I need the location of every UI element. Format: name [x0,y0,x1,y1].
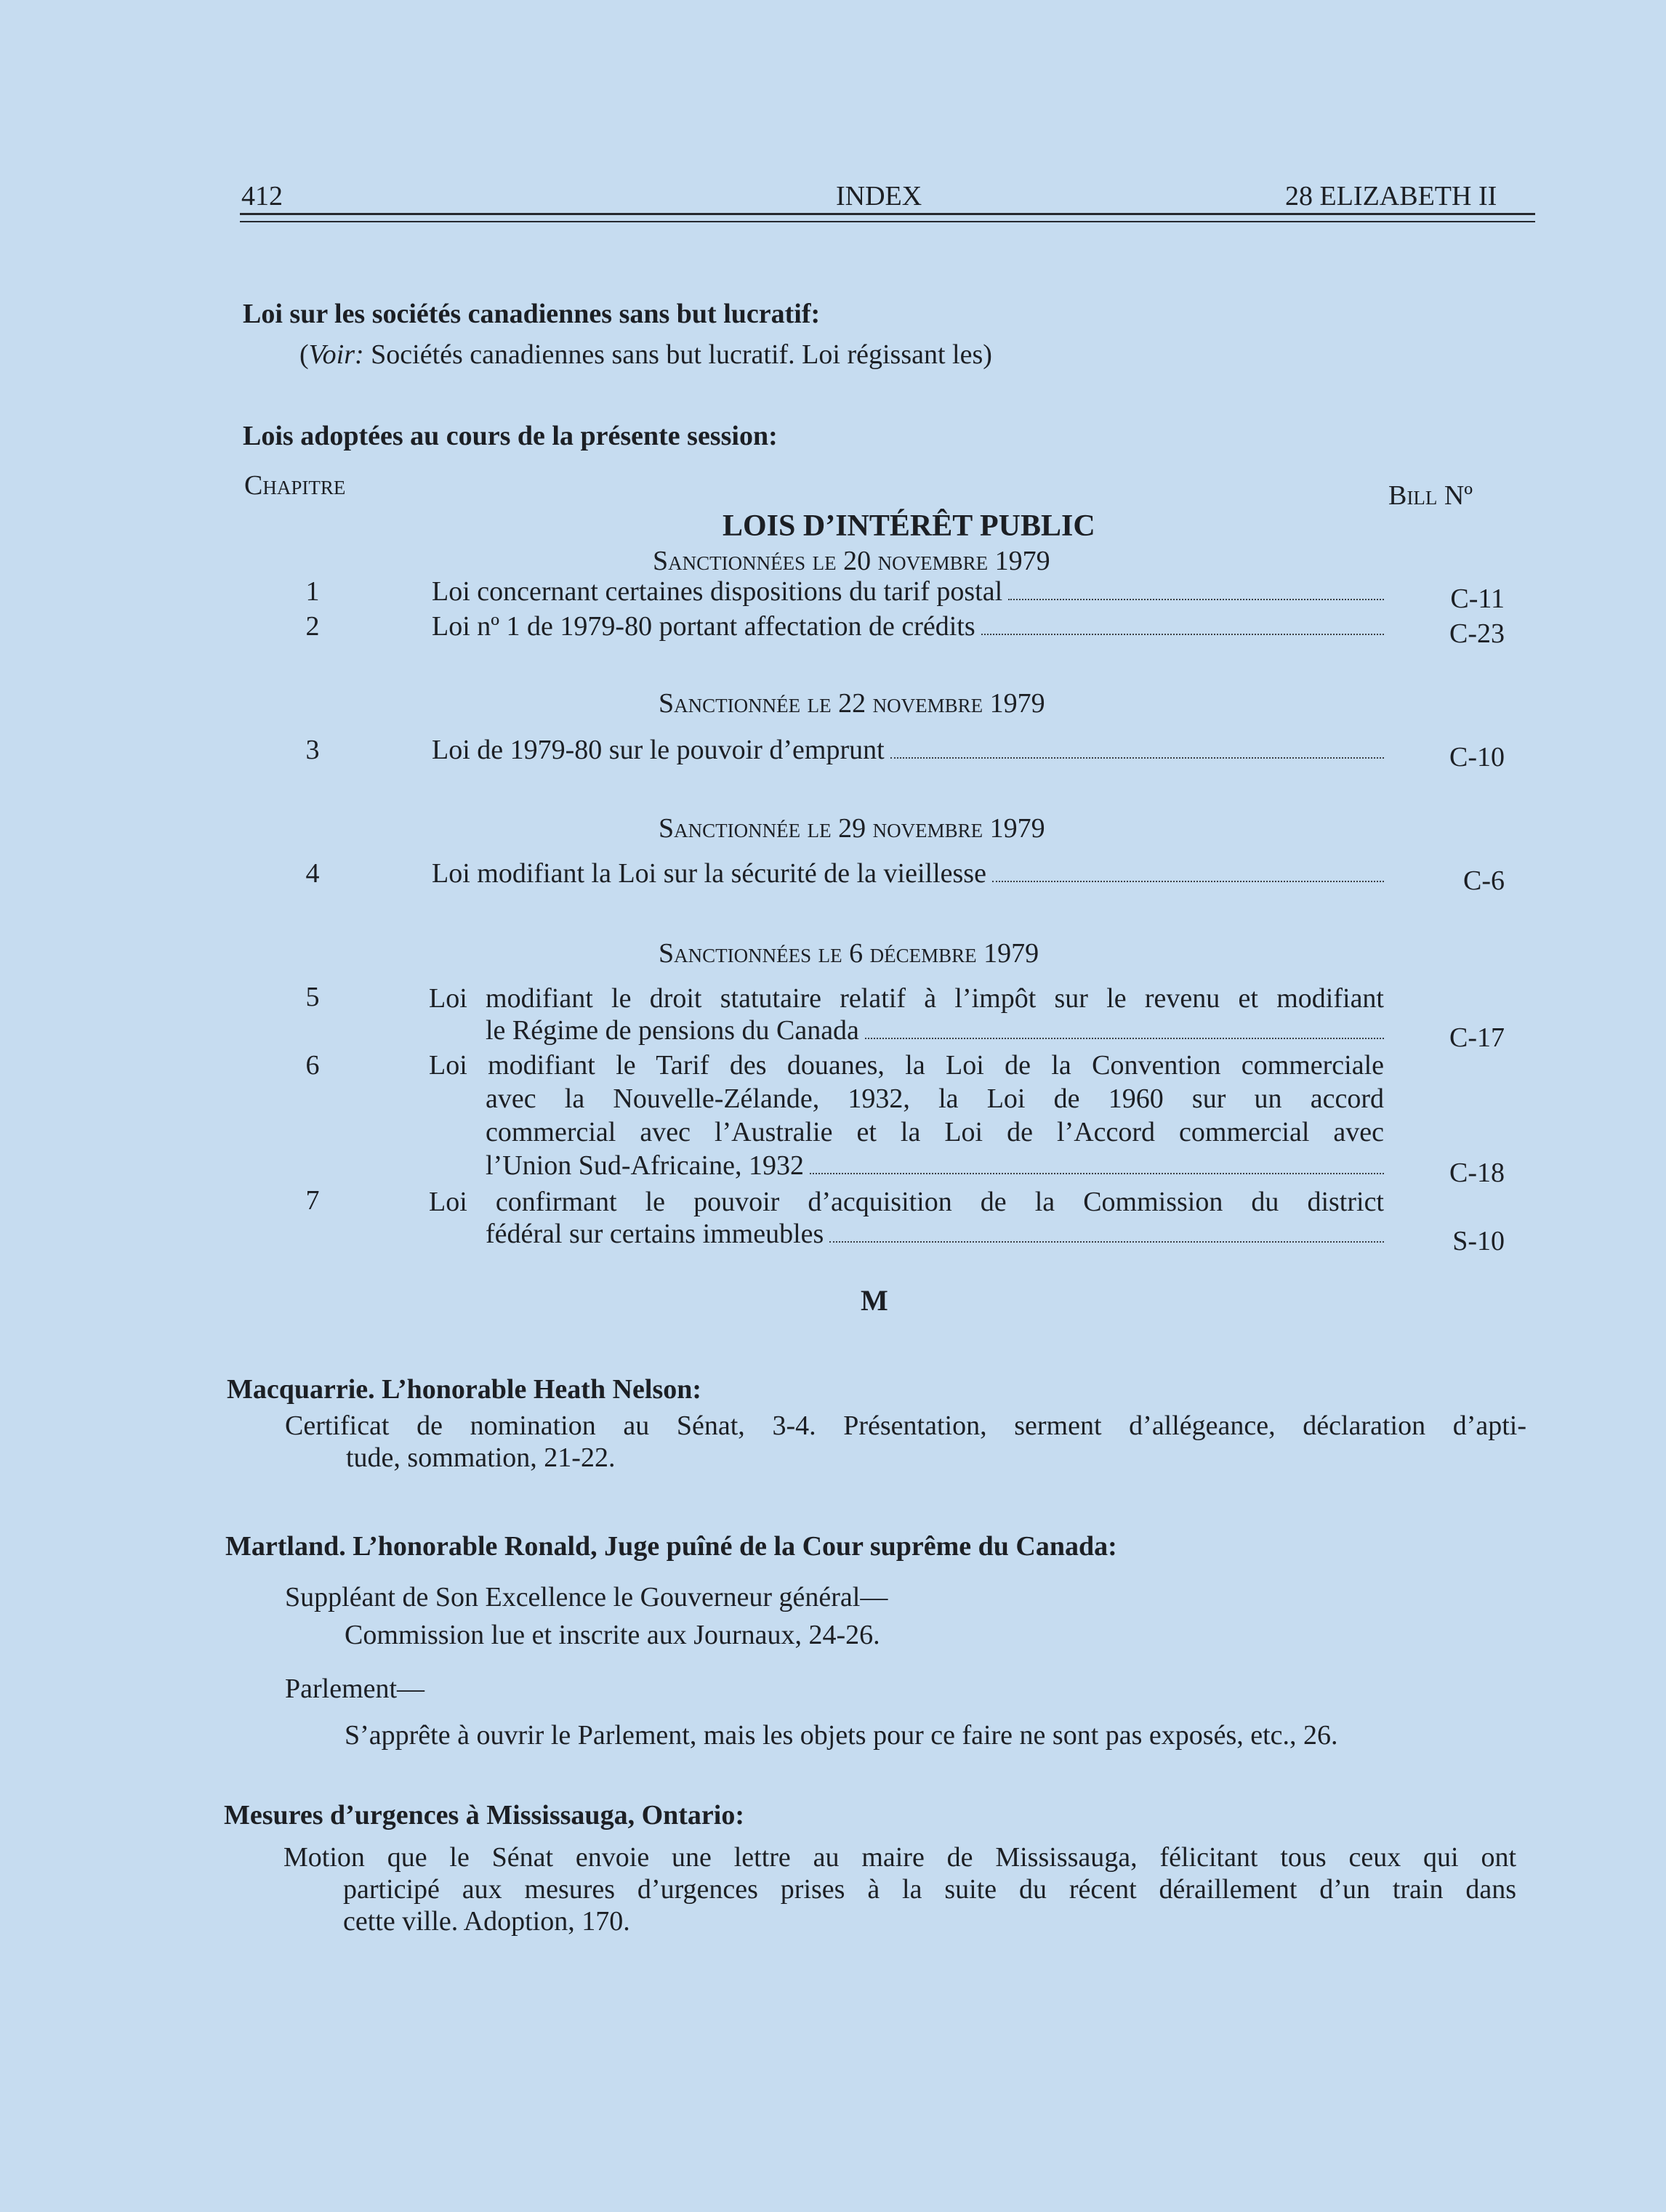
entry-heading: Martland. L’honorable Ronald, Juge puîné de la Cour suprême du Canada: [225,1531,1117,1562]
entry-text: tude, sommation, 21-22. [346,1442,616,1473]
entry-heading: Macquarrie. L’honorable Heath Nelson: [227,1374,702,1405]
leader-dots [992,881,1384,882]
group-label: Sanctionnée le 22 novembre 1979 [659,688,1045,719]
entry-text: Certificat de nomination au Sénat, 3-4. Présentation, serment d’allégeance, déclaration d’apti- [285,1410,1526,1441]
section-title: LOIS D’INTÉRÊT PUBLIC [723,509,1095,543]
list-item-line: Loi modifiant le droit statutaire relatif à l’impôt sur le revenu et modifiant [429,983,1384,1014]
entry-text: Commission lue et inscrite aux Journaux, 24-26. [345,1620,880,1650]
subheading: Parlement— [285,1674,425,1704]
leader-dots [981,634,1384,635]
column-header-bill: Bill Nº [1388,480,1473,511]
header-rule [240,213,1535,215]
header-rule-double [240,221,1535,222]
leader-dots [865,1038,1384,1039]
entry-heading: Loi sur les sociétés canadiennes sans but lucratif: [243,299,821,329]
group-label: Sanctionnées le 6 décembre 1979 [659,938,1039,969]
chapter-number: 6 [305,1050,320,1081]
list-item-line: Loi modifiant le Tarif des douanes, la Loi de la Convention commerciale [429,1050,1384,1081]
list-item-line: commercial avec l’Australie et la Loi de l’Accord commercial avec [486,1117,1384,1147]
running-header-right: 28 ELIZABETH II [1285,181,1497,211]
section-letter: M [861,1284,888,1317]
bill-number: C-17 [1449,1022,1505,1053]
bill-number: C-10 [1449,742,1505,772]
entry-heading: Mesures d’urgences à Mississauga, Ontario: [224,1800,744,1830]
leader-dots [829,1241,1384,1243]
entry-text: participé aux mesures d’urgences prises à la suite du récent déraillement d’un train dans [343,1874,1516,1905]
running-title: INDEX [836,181,922,211]
list-item: Loi nº 1 de 1979-80 portant affectation de crédits [432,610,1384,642]
chapter-number: 7 [305,1185,320,1216]
list-item-line: le Régime de pensions du Canada [486,1014,1384,1046]
subheading: Suppléant de Son Excellence le Gouverneur général— [285,1582,888,1612]
see-reference: (Voir: Sociétés canadiennes sans but lucratif. Loi régissant les) [299,339,992,370]
chapter-number: 3 [305,735,320,765]
list-item-line: avec la Nouvelle-Zélande, 1932, la Loi de 1960 sur un accord [486,1083,1384,1114]
entry-text: cette ville. Adoption, 170. [343,1906,630,1937]
list-item-line: fédéral sur certains immeubles [486,1218,1384,1250]
chapter-number: 5 [305,982,320,1012]
bill-number: C-11 [1450,584,1505,614]
leader-dots [810,1173,1384,1174]
entry-heading: Lois adoptées au cours de la présente session: [243,421,778,451]
group-label: Sanctionnée le 29 novembre 1979 [659,813,1045,844]
bill-number: S-10 [1452,1226,1505,1256]
bill-number: C-23 [1449,618,1505,649]
bill-number: C-18 [1449,1158,1505,1188]
list-item: Loi concernant certaines dispositions du tarif postal [432,576,1384,608]
leader-dots [890,757,1384,759]
entry-text: Motion que le Sénat envoie une lettre au maire de Mississauga, félicitant tous ceux qui ont [283,1842,1516,1873]
list-item: Loi de 1979-80 sur le pouvoir d’emprunt [432,734,1384,766]
list-item: Loi modifiant la Loi sur la sécurité de la vieillesse [432,857,1384,889]
group-label: Sanctionnées le 20 novembre 1979 [653,546,1050,576]
chapter-number: 2 [305,611,320,642]
column-header-chapter: Chapitre [244,470,346,501]
entry-text: S’apprête à ouvrir le Parlement, mais les objets pour ce faire ne sont pas exposés, etc., 26. [345,1720,1338,1751]
chapter-number: 1 [305,576,320,607]
list-item-line: l’Union Sud-Africaine, 1932 [486,1150,1384,1182]
list-item-line: Loi confirmant le pouvoir d’acquisition de la Commission du district [429,1187,1384,1217]
bill-number: C-6 [1463,865,1505,896]
chapter-number: 4 [305,858,320,889]
page-number: 412 [241,181,283,211]
leader-dots [1008,599,1384,600]
